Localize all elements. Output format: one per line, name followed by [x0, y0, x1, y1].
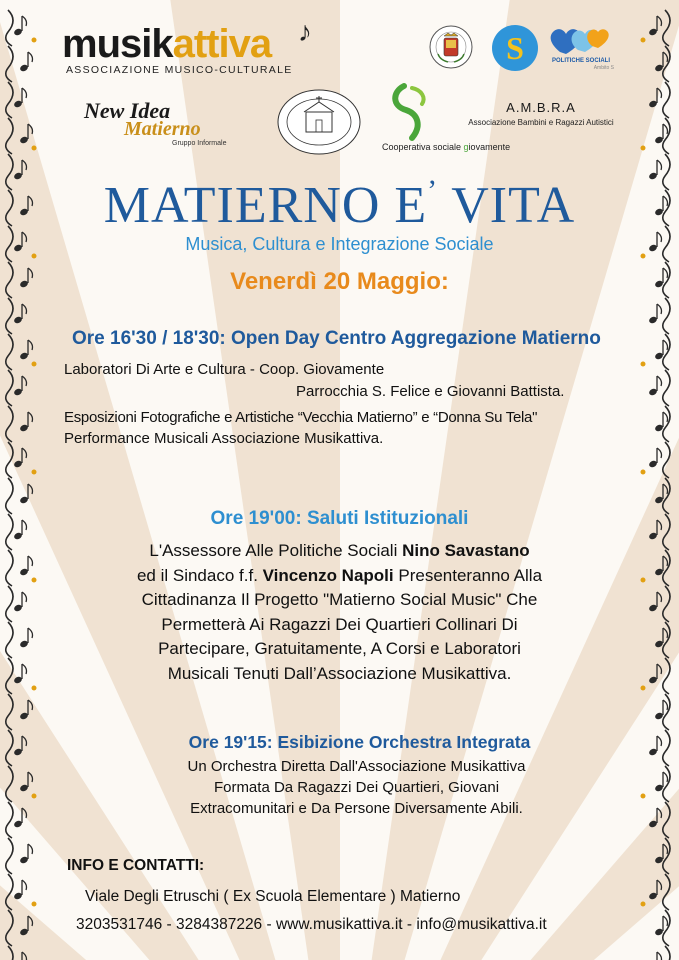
section2-body: L'Assessore Alle Politiche Sociali Nino Savastano ed il Sindaco f.f. Vincenzo Napoli Presenteranno Alla Cittadinanza Il Progetto "Matierno Social Music" Che Permetterà Ai Ragazzi Dei Quartieri Collinari Di Partecipare, Gratuitamente, A Corsi e Laboratori Musicali Tenuti Dall’Associazione Musikattiva. — [136, 541, 543, 683]
new-idea-matierno-logo: New Idea Matierno Gruppo Informale — [84, 98, 227, 147]
page-subtitle: Musica, Cultura e Integrazione Sociale — [185, 234, 494, 254]
info-contacts: 3203531746 - 3284387226 - www.musikattiva.it - info@musikattiva.it — [76, 916, 547, 933]
musikattiva-logo: musikattiva ♪ ASSOCIAZIONE MUSICO-CULTURALE — [62, 16, 312, 76]
section1-line: Parrocchia S. Felice e Giovanni Battista. — [296, 383, 565, 400]
hearts-icon — [548, 22, 614, 58]
leaf-icon — [382, 82, 442, 142]
politiche-sociali-logo: POLITICHE SOCIALI Ambito S — [548, 22, 614, 74]
section1-line: Esposizioni Fotografiche e Artistiche “Vecchia Matierno” e “Donna Su Tela" — [64, 409, 538, 426]
ambra-logo: A.M.B.R.A Associazione Bambini e Ragazzi Autistici — [468, 100, 614, 127]
section1-line: Laboratori Di Arte e Cultura - Coop. Giovamente — [64, 361, 385, 378]
section3-heading: Ore 19'15: Esibizione Orchestra Integrata — [188, 732, 531, 752]
cooperativa-giovamente-logo: Cooperativa sociale giovamente — [382, 82, 532, 156]
event-date: Venerdì 20 Maggio: — [230, 268, 449, 295]
page-title: MATIERNO E’ VITA — [103, 174, 576, 234]
musikattiva-subtitle: ASSOCIAZIONE MUSICO-CULTURALE — [66, 64, 293, 76]
section2-heading: Ore 19'00: Saluti Istituzionali — [210, 508, 469, 529]
comune-seal-icon — [428, 24, 474, 70]
music-note-icon: ♪ — [298, 16, 312, 47]
parrocchia-seal-icon — [276, 88, 362, 156]
assessore-name: Nino Savastano — [402, 541, 530, 560]
section3-body: Un Orchestra Diretta Dall'Associazione Musikattiva Formata Da Ragazzi Dei Quartieri, Giovani Extracomunitari e Da Persone Diversamente Abili. — [187, 758, 526, 817]
sindaco-name: Vincenzo Napoli — [262, 565, 394, 585]
section1-heading: Ore 16'30 / 18'30: Open Day Centro Aggregazione Matierno — [72, 328, 601, 349]
section1-line: Performance Musicali Associazione Musikattiva. — [64, 430, 384, 447]
info-heading: INFO E CONTATTI: — [67, 857, 205, 874]
s-logo: S — [492, 25, 538, 71]
info-address: Viale Degli Etruschi ( Ex Scuola Elementare ) Matierno — [85, 888, 461, 905]
